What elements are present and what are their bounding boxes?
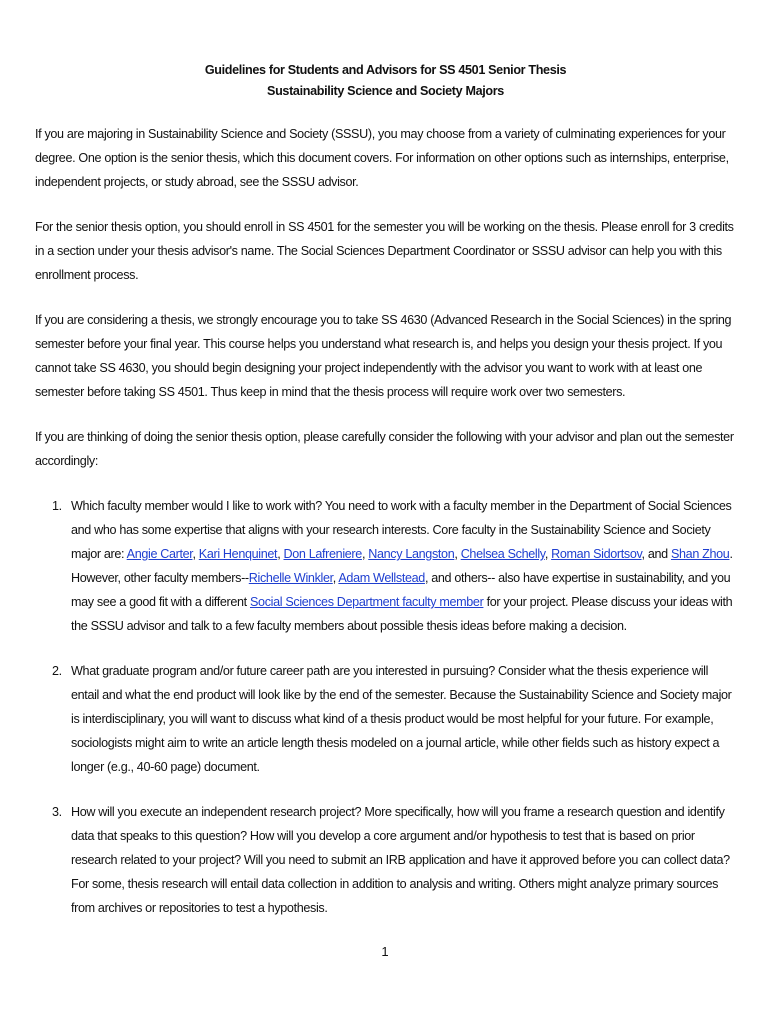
faculty-link-richelle-winkler[interactable]: Richelle Winkler	[248, 571, 333, 585]
faculty-link-shan-zhou[interactable]: Shan Zhou	[670, 547, 730, 561]
separator: ,	[544, 547, 552, 561]
intro-paragraph: If you are majoring in Sustainability Science and Society (SSSU), you may choose from a variety of culminating experiences for your degree. One option is the senior thesis, which this document covers. For information on other options such as internships, enterprise, independent projects, or study abroad, see the SSSU advisor.	[35, 127, 729, 189]
list-item	[35, 659, 736, 779]
coursework-paragraph: If you are considering a thesis, we strongly encourage you to take SS 4630 (Advanced Research in the Social Sciences) in the spring semester before your final year. This course helps you understand what research is, and helps you design your thesis project. If you cannot take SS 4630, you should begin designing your project independently with the advisor you want to work with at least one semester before taking SS 4501. Thus keep in mind that the thesis process will require work over two semesters.	[35, 313, 732, 399]
faculty-link-kari-henquinet[interactable]: Kari Henquinet	[198, 547, 278, 561]
list-item-text: How will you execute an independent research project? More specifically, how will you frame a research question and identify data that speaks to this question? How will you develop a core argument and/or hypothesis to test that is based on prior research related to your project? Will you need to submit an IRB application and have it approved before you can collect data? For some, thesis research will entail data collection in addition to analysis and writing. Others might analyze primary sources from archives or repositories to test a hypothesis.	[71, 805, 730, 915]
separator: ,	[277, 547, 284, 561]
document-title	[35, 60, 736, 102]
enrollment-paragraph: For the senior thesis option, you should enroll in SS 4501 for the semester you will be working on the thesis. Please enroll for 3 credits in a section under your thesis advisor's name. The Social Sciences Department Coordinator or SSSU advisor can help you with this enrollment process.	[35, 220, 734, 282]
faculty-link-don-lafreniere[interactable]: Don Lafreniere	[283, 547, 362, 561]
separator: , and	[641, 547, 671, 561]
list-number: 1.	[52, 499, 62, 513]
list-item	[35, 800, 736, 920]
faculty-link-angie-carter[interactable]: Angie Carter	[126, 547, 193, 561]
faculty-link-nancy-langston[interactable]: Nancy Langston	[368, 547, 455, 561]
faculty-link-chelsea-schelly[interactable]: Chelsea Schelly	[460, 547, 545, 561]
list-number: 3.	[52, 805, 62, 819]
list-number: 2.	[52, 664, 62, 678]
list-item-text: for your project. Please discuss your ideas with the SSSU advisor and talk to a few faculty members about possible thesis ideas before making a decision.	[71, 595, 733, 633]
title-line-2: Sustainability Science and Society Majors	[267, 84, 504, 98]
separator: ,	[332, 571, 339, 585]
considerations-list	[35, 494, 736, 920]
list-item	[35, 494, 736, 638]
list-item-text: . However, other faculty members--	[71, 547, 733, 585]
considerations-paragraph: If you are thinking of doing the senior thesis option, please carefully consider the following with your advisor and plan out the semester accordingly:	[35, 430, 734, 468]
faculty-link-adam-wellstead[interactable]: Adam Wellstead	[338, 571, 425, 585]
list-item-text: What graduate program and/or future career path are you interested in pursuing? Consider what the thesis experience will entail and what the end product will look like by the end of the semester. Because the Sustainability Science and Society major is interdisciplinary, you will want to discuss what kind of a thesis product would be most helpful for your future. For example, sociologists might aim to write an article length thesis modeled on a journal article, while other fields such as history expect a longer (e.g., 40-60 page) document.	[71, 664, 732, 774]
list-item-text: Which faculty member would I like to work with? You need to work with a faculty member in the Department of Social Sciences and who has some expertise that aligns with your research interests. Core faculty in the Sustainability Science and Society major are:	[71, 499, 732, 561]
department-faculty-link[interactable]: Social Sciences Department faculty member	[249, 595, 484, 609]
faculty-link-roman-sidortsov[interactable]: Roman Sidortsov	[551, 547, 642, 561]
page-number: 1	[381, 944, 389, 959]
separator: ,	[192, 547, 199, 561]
separator: ,	[454, 547, 461, 561]
title-line-1: Guidelines for Students and Advisors for SS 4501 Senior Thesis	[204, 63, 567, 77]
list-item-text: , and others-- also have expertise in sustainability, and you may see a good fit with a different	[71, 571, 731, 609]
separator: ,	[361, 547, 369, 561]
